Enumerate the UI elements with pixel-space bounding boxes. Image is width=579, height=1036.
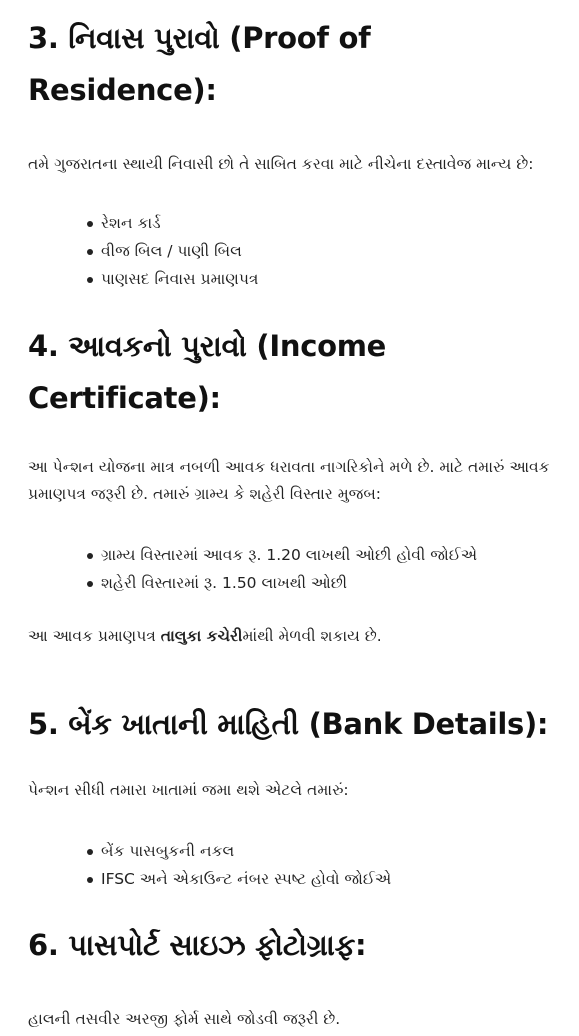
section-heading-residence-proof: 3. નિવાસ પુરાવો (Proof of Residence): <box>28 21 371 107</box>
section-heading-bank-details: 5. બેંક ખાતાની માહિતી (Bank Details): <box>28 707 549 741</box>
list-item: બેંક પાસબુકની નકલ <box>87 837 553 865</box>
section-paragraph-income-certificate: આ પેન્શન યોજના માત્ર નબળી આવક ધરાવતા નાગરિકોને મળે છે. માટે તમારું આવક પ્રમાણપત્ર જરૂરી છે. તમારું ગ્રામ્ય કે શહેરી વિસ્તાર મુજબ: <box>28 458 550 503</box>
section-paragraph-passport-photo: હાલની તસવીર અરજી ફોર્મ સાથે જોડવી જરૂરી છે. <box>28 1010 341 1028</box>
residence-documents-list <box>28 209 553 293</box>
note-office-name: તાલુકા કચેરી <box>160 627 243 645</box>
income-limits-list <box>28 541 553 597</box>
list-item: ગ્રામ્ય વિસ્તારમાં આવક રૂ. 1.20 લાખથી ઓછી હોવી જોઈએ <box>87 541 553 569</box>
list-item: શહેરી વિસ્તારમાં રૂ. 1.50 લાખથી ઓછી <box>87 569 553 597</box>
list-item: વીજ બિલ / પાણી બિલ <box>87 237 553 265</box>
bank-documents-list <box>28 837 553 893</box>
list-item: પાણસદ નિવાસ પ્રમાણપત્ર <box>87 265 553 293</box>
income-certificate-note <box>28 623 553 650</box>
section-paragraph-residence-proof: તમે ગુજરાતના સ્થાયી નિવાસી છો તે સાબિત કરવા માટે નીચેના દસ્તાવેજ માન્ય છે: <box>28 155 534 173</box>
list-item: રેશન કાર્ડ <box>87 209 553 237</box>
note-prefix: આ આવક પ્રમાણપત્ર <box>28 627 161 645</box>
section-paragraph-bank-details: પેન્શન સીધી તમારા ખાતામાં જમા થશે એટલે તમારું: <box>28 781 349 799</box>
article-content <box>0 12 579 1036</box>
section-heading-income-certificate: 4. આવકનો પુરાવો (Income Certificate): <box>28 329 386 415</box>
list-item: IFSC અને એકાઉન્ટ નંબર સ્પષ્ટ હોવો જોઈએ <box>87 865 553 893</box>
note-suffix: માંથી મેળવી શકાય છે. <box>242 627 382 645</box>
section-heading-passport-photo: 6. પાસપોર્ટ સાઇઝ ફોટોગ્રાફ: <box>28 928 367 962</box>
